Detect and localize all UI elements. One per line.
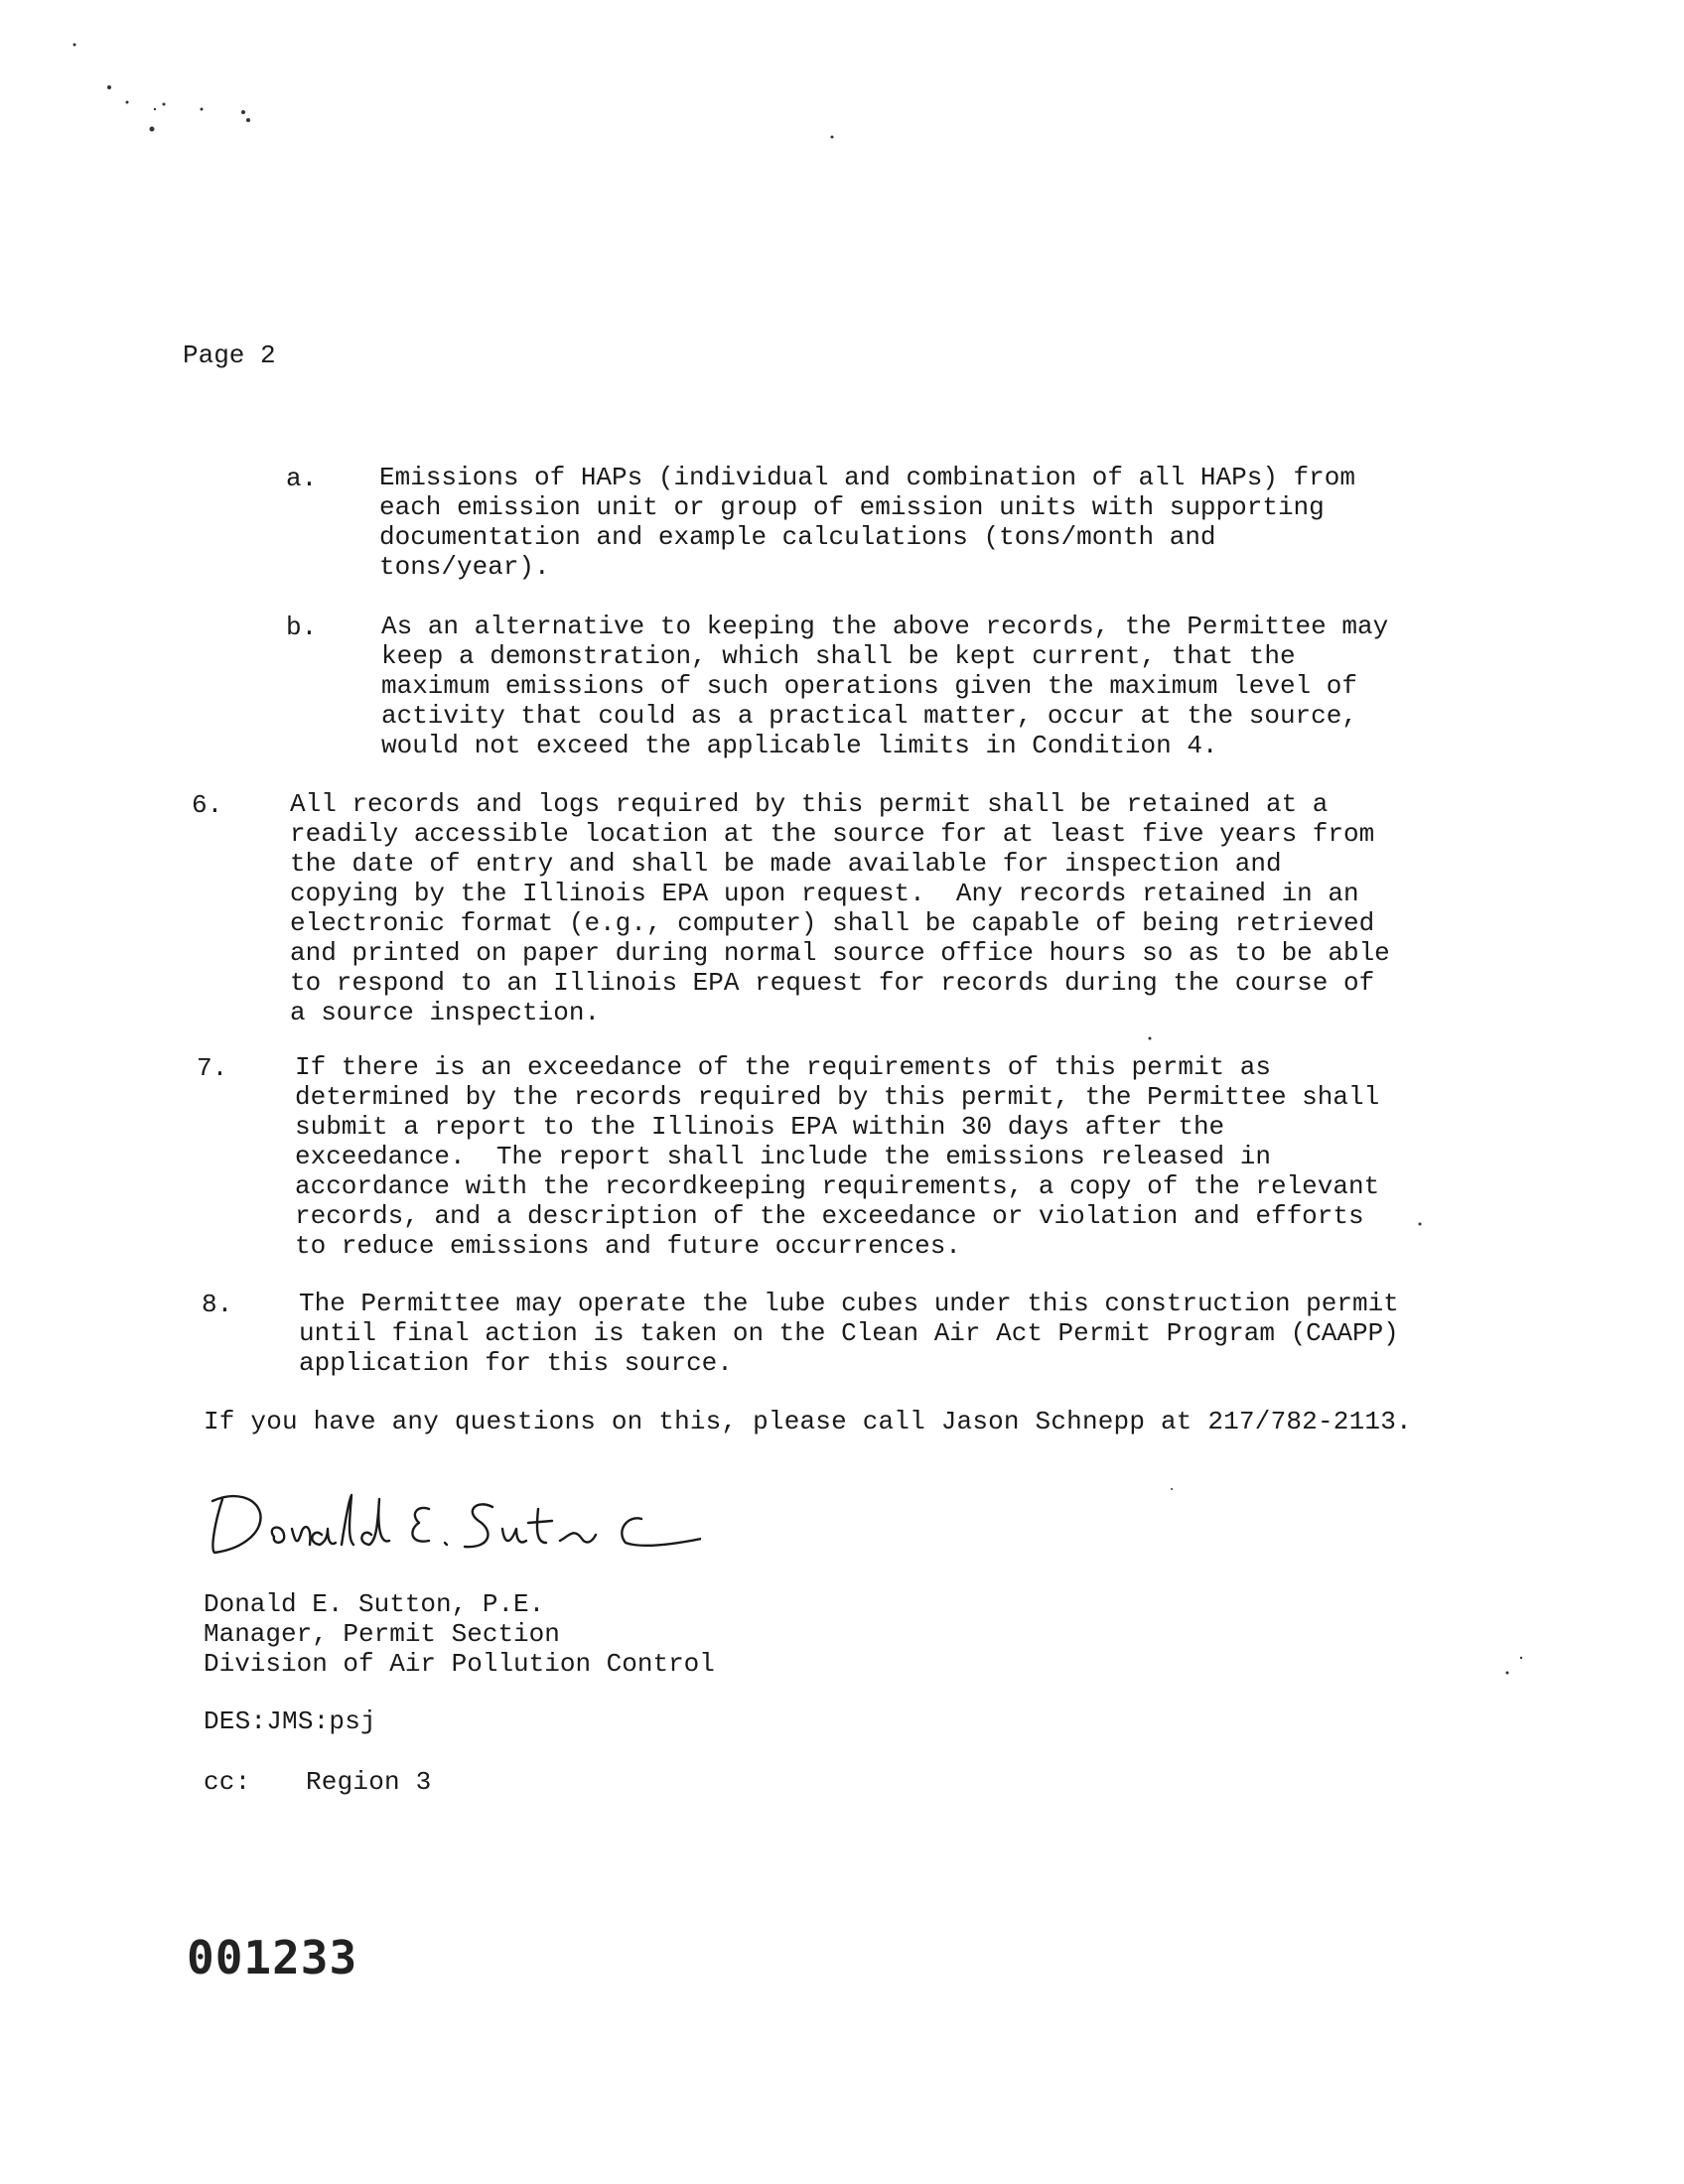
item-marker-a: a. bbox=[286, 464, 318, 493]
document-number-stamp: 001233 bbox=[187, 1931, 358, 1984]
item-text-b bbox=[381, 612, 1388, 760]
item-6-line: copying by the Illinois EPA upon request. Any records retained in an bbox=[290, 879, 1359, 908]
item-6-line: readily accessible location at the source for at least five years from bbox=[290, 819, 1375, 849]
signatory-name: Donald E. Sutton, P.E. bbox=[204, 1589, 545, 1619]
item-b-line: maximum emissions of such operations given the maximum level of bbox=[381, 671, 1357, 701]
item-text-6 bbox=[290, 789, 1390, 1027]
item-7-line: to reduce emissions and future occurrences. bbox=[295, 1231, 961, 1261]
item-marker-7: 7. bbox=[197, 1053, 228, 1083]
item-7-line: If there is an exceedance of the requirements of this permit as bbox=[295, 1052, 1271, 1082]
item-6-line: to respond to an Illinois EPA request for records during the course of bbox=[290, 968, 1375, 998]
closing-sentence: If you have any questions on this, please call Jason Schnepp at 217/782-2113. bbox=[204, 1407, 1412, 1436]
item-8-line: application for this source. bbox=[299, 1348, 733, 1378]
signatory-division: Division of Air Pollution Control bbox=[204, 1649, 715, 1679]
item-b-line: keep a demonstration, which shall be kept current, that the bbox=[381, 641, 1296, 671]
handwritten-signature bbox=[205, 1479, 701, 1569]
page-label: Page 2 bbox=[183, 341, 276, 370]
item-b-line: As an alternative to keeping the above records, the Permittee may bbox=[381, 612, 1389, 641]
item-marker-8: 8. bbox=[202, 1290, 233, 1319]
signatory-title: Manager, Permit Section bbox=[204, 1619, 560, 1649]
item-7-line: submit a report to the Illinois EPA within 30 days after the bbox=[295, 1112, 1225, 1142]
item-marker-6: 6. bbox=[192, 790, 223, 820]
reference-initials: DES:JMS:psj bbox=[204, 1706, 376, 1736]
signatory-block bbox=[204, 1589, 715, 1679]
item-text-8 bbox=[299, 1289, 1399, 1378]
item-7-line: determined by the records required by this permit, the Permittee shall bbox=[295, 1082, 1380, 1112]
item-text-7 bbox=[295, 1052, 1379, 1261]
item-6-line: a source inspection. bbox=[290, 998, 601, 1027]
item-marker-b: b. bbox=[286, 613, 318, 642]
item-8-line: The Permittee may operate the lube cubes under this construction permit bbox=[299, 1289, 1399, 1318]
item-a-line: Emissions of HAPs (individual and combination of all HAPs) from bbox=[379, 463, 1355, 492]
item-7-line: accordance with the recordkeeping requirements, a copy of the relevant bbox=[295, 1171, 1380, 1201]
item-b-line: activity that could as a practical matter, occur at the source, bbox=[381, 701, 1357, 731]
item-8-line: until final action is taken on the Clean Air Act Permit Program (CAAPP) bbox=[299, 1318, 1399, 1348]
item-a-line: each emission unit or group of emission units with supporting bbox=[379, 492, 1325, 522]
item-6-line: All records and logs required by this permit shall be retained at a bbox=[290, 789, 1329, 819]
item-text-a bbox=[379, 463, 1355, 582]
cc-label: cc: bbox=[204, 1767, 251, 1797]
item-6-line: the date of entry and shall be made available for inspection and bbox=[290, 849, 1282, 879]
item-b-line: would not exceed the applicable limits in Condition 4. bbox=[381, 731, 1218, 760]
item-7-line: exceedance. The report shall include the emissions released in bbox=[295, 1142, 1271, 1171]
item-7-line: records, and a description of the exceedance or violation and efforts bbox=[295, 1201, 1364, 1231]
cc-value: Region 3 bbox=[306, 1767, 432, 1797]
item-a-line: tons/year). bbox=[379, 552, 550, 582]
item-6-line: electronic format (e.g., computer) shall be capable of being retrieved bbox=[290, 908, 1375, 938]
item-6-line: and printed on paper during normal source office hours so as to be able bbox=[290, 938, 1390, 968]
item-a-line: documentation and example calculations (tons/month and bbox=[379, 522, 1216, 552]
